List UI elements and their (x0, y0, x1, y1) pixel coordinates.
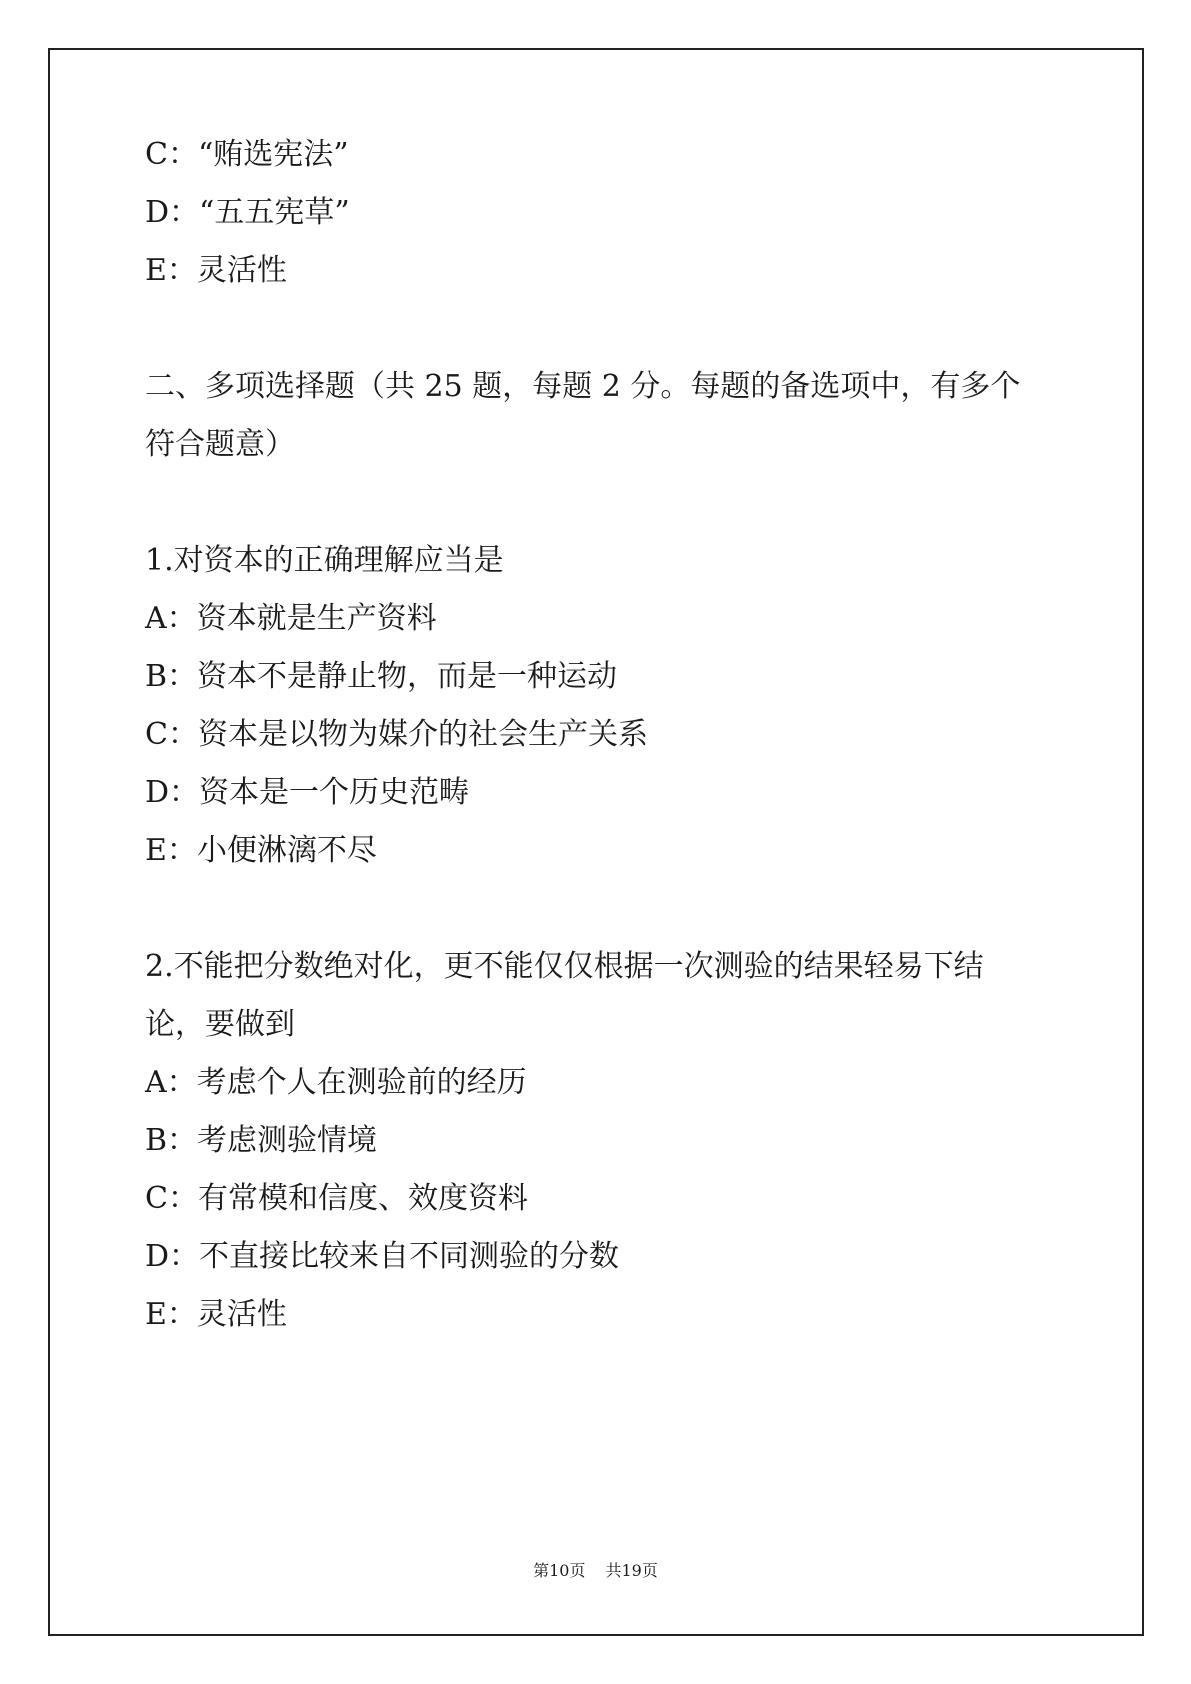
q2-option-d: D：不直接比较来自不同测验的分数 (145, 1239, 620, 1274)
q1-option-e: E：小便淋漓不尽 (145, 833, 377, 868)
section-heading-line1: 二、多项选择题（共 25 题，每题 2 分。每题的备选项中，有多个 (145, 369, 1021, 404)
q1-stem: 1.对资本的正确理解应当是 (145, 543, 504, 578)
prev-option-d: D：“五五宪草” (145, 195, 350, 230)
page-footer (0, 1561, 1191, 1581)
q1-option-a: A：资本就是生产资料 (145, 601, 437, 636)
page-number: 第10页 (533, 1561, 586, 1580)
q2-stem-line2: 论，要做到 (145, 1007, 295, 1042)
q1-option-d: D：资本是一个历史范畴 (145, 775, 470, 810)
section-heading-line2: 符合题意） (145, 427, 295, 462)
q2-option-b: B：考虑测验情境 (145, 1123, 378, 1158)
q2-option-c: C：有常模和信度、效度资料 (145, 1181, 528, 1216)
page-total: 共19页 (605, 1561, 658, 1580)
prev-option-c: C：“贿选宪法” (145, 137, 349, 172)
q1-option-c: C：资本是以物为媒介的社会生产关系 (145, 717, 648, 752)
q2-option-e: E：灵活性 (145, 1297, 287, 1332)
q2-stem-line1: 2.不能把分数绝对化，更不能仅仅根据一次测验的结果轻易下结 (145, 949, 984, 984)
q1-option-b: B：资本不是静止物，而是一种运动 (145, 659, 618, 694)
prev-option-e: E：灵活性 (145, 253, 287, 288)
q2-option-a: A：考虑个人在测验前的经历 (145, 1065, 527, 1100)
